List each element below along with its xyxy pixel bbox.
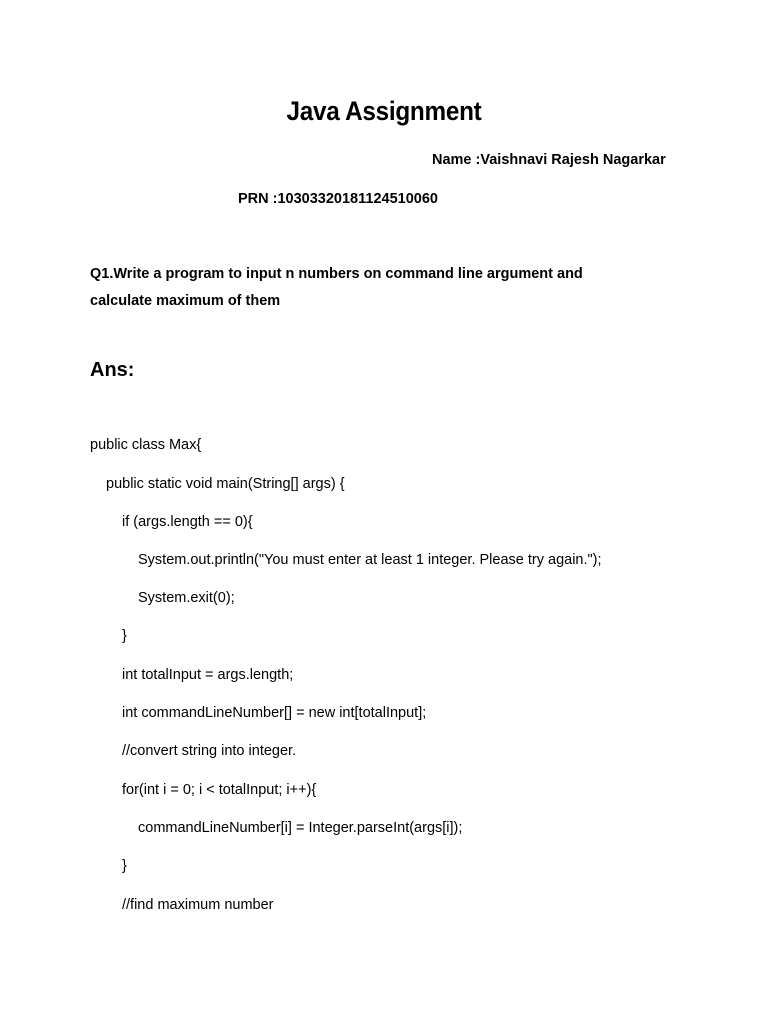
- code-line: //convert string into integer.: [122, 743, 297, 759]
- answer-label: Ans:: [90, 359, 135, 381]
- code-line: if (args.length == 0){: [122, 514, 253, 530]
- student-name: Name :Vaishnavi Rajesh Nagarkar: [432, 152, 666, 168]
- code-line: System.exit(0);: [138, 590, 235, 606]
- code-line: commandLineNumber[i] = Integer.parseInt(args[i]);: [138, 820, 463, 836]
- student-prn: PRN :10303320181124510060: [238, 191, 438, 207]
- code-line: }: [122, 628, 127, 644]
- question-line: calculate maximum of them: [90, 293, 281, 309]
- question-line: Q1.Write a program to input n numbers on command line argument and: [90, 266, 583, 282]
- document-title: Java Assignment: [286, 96, 482, 126]
- code-line: int commandLineNumber[] = new int[totalInput];: [122, 705, 427, 721]
- question-text: [90, 261, 650, 315]
- code-line: }: [122, 858, 127, 874]
- code-line: int totalInput = args.length;: [122, 667, 294, 683]
- code-line: public class Max{: [90, 437, 202, 453]
- code-line: //find maximum number: [122, 897, 274, 913]
- code-line: System.out.println("You must enter at least 1 integer. Please try again.");: [138, 552, 602, 568]
- code-line: public static void main(String[] args) {: [106, 476, 345, 492]
- code-line: for(int i = 0; i < totalInput; i++){: [122, 782, 317, 798]
